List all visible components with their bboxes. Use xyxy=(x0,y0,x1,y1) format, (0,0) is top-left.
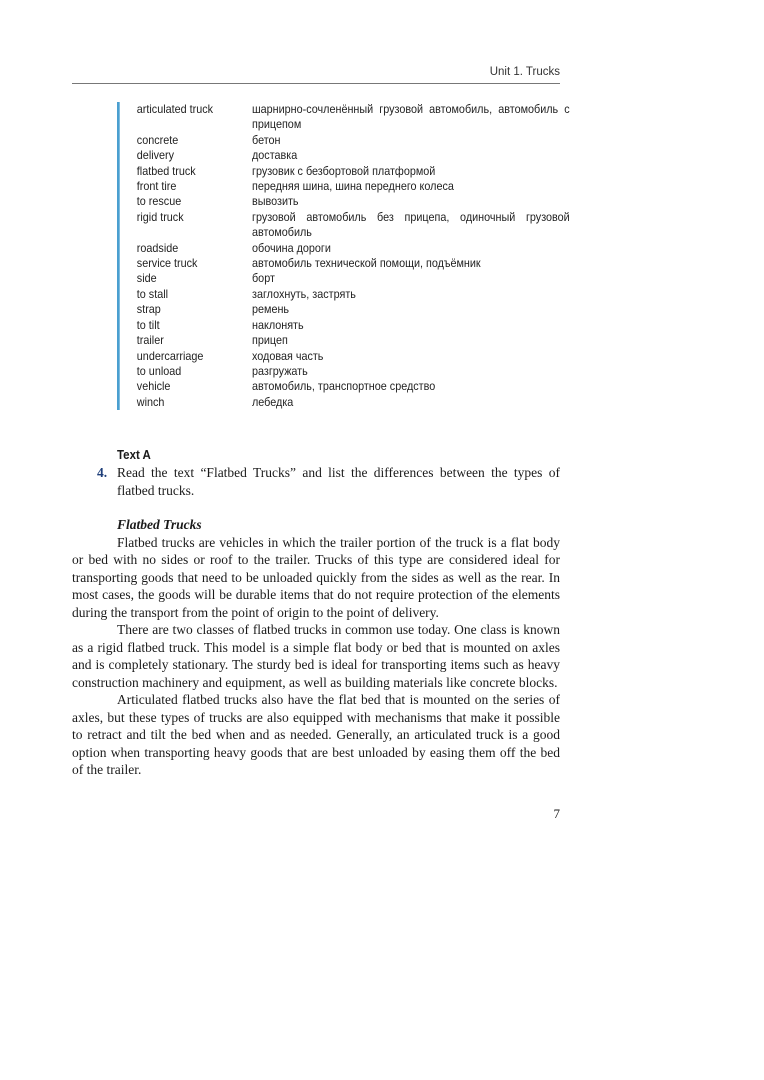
vocab-translation: обочина дороги xyxy=(252,240,331,255)
vocab-term: to tilt xyxy=(136,317,160,332)
vocab-translation: грузовой автомобиль без прицепа, одиночный грузовой автомобиль xyxy=(252,209,570,240)
vocab-row xyxy=(137,349,570,364)
vocab-translation: борт xyxy=(252,271,275,286)
task-text: Read the text “Flatbed Trucks” and list the differences between the types of flatbed trucks. xyxy=(117,465,560,498)
vocab-translation: грузовик с безбортовой платформой xyxy=(252,163,436,178)
vocab-translation: автомобиль технической помощи, подъёмник xyxy=(252,256,481,271)
vocab-term: flatbed truck xyxy=(136,163,196,178)
vocab-row xyxy=(137,364,570,379)
vocab-term: delivery xyxy=(136,148,175,163)
vocab-row xyxy=(137,302,570,317)
article-paragraph: Articulated flatbed trucks also have the flat bed that is mounted on the series of axles, but these types of trucks are also equipped with mechanisms that make it possible to retract and tilt the bed when and as needed. Generally, an articulated truck is a good option when transporting heavy goods that are best unloaded by easing them off the bed of the trailer. xyxy=(72,692,560,777)
vocab-row xyxy=(137,102,570,133)
vocab-translation: передняя шина, шина переднего колеса xyxy=(252,179,454,194)
vocab-row xyxy=(137,318,570,333)
vocab-row xyxy=(137,133,570,148)
vocab-term: winch xyxy=(136,394,165,409)
vocab-term: service truck xyxy=(136,256,198,271)
vocab-row xyxy=(137,256,570,271)
vocab-term: to stall xyxy=(136,286,169,301)
vocab-term: trailer xyxy=(136,333,164,348)
vocab-translation: вывозить xyxy=(252,194,299,209)
vocab-term: to rescue xyxy=(136,194,182,209)
vocabulary-box xyxy=(117,102,570,410)
task-number: 4. xyxy=(97,465,108,480)
vocab-row xyxy=(137,194,570,209)
article-paragraph: There are two classes of flatbed trucks in common use today. One class is known as a rigid flatbed truck. This model is a simple flat body or bed that is mounted on axles and is completely stationary. The sturdy bed is ideal for transporting items such as heavy construction machinery and equipment, as well as building materials like concrete blocks. xyxy=(72,622,560,690)
vocab-term: side xyxy=(136,271,157,286)
vocab-term: articulated truck xyxy=(136,102,214,116)
vocab-row xyxy=(137,333,570,348)
vocab-translation: доставка xyxy=(252,148,298,163)
vocab-row xyxy=(137,148,570,163)
vocab-translation: прицеп xyxy=(252,333,288,348)
vocab-term: front tire xyxy=(136,179,177,194)
header-rule xyxy=(72,83,560,84)
vocab-translation: автомобиль, транспортное средство xyxy=(252,379,436,394)
article xyxy=(72,516,560,779)
vocab-translation: ремень xyxy=(252,302,290,317)
vocab-translation: шарнирно-сочленённый грузовой автомобиль, автомобиль с прицепом xyxy=(252,102,570,132)
task-item xyxy=(97,464,560,499)
vocab-row xyxy=(137,179,570,194)
vocab-translation: лебедка xyxy=(252,394,294,409)
vocab-translation: ходовая часть xyxy=(252,348,324,363)
vocab-translation: заглохнуть, застрять xyxy=(252,286,356,301)
vocab-term: strap xyxy=(136,302,161,317)
running-head: Unit 1. Trucks xyxy=(489,66,560,78)
vocab-row xyxy=(137,210,570,241)
vocab-translation: разгружать xyxy=(252,363,308,378)
vocab-term: to unload xyxy=(136,363,182,378)
vocab-term: undercarriage xyxy=(136,348,204,363)
vocab-row xyxy=(137,164,570,179)
article-title: Flatbed Trucks xyxy=(117,517,202,532)
vocab-row xyxy=(137,241,570,256)
vocab-term: vehicle xyxy=(136,379,171,394)
vocab-row xyxy=(137,379,570,394)
vocab-row xyxy=(137,271,570,286)
vocab-translation: бетон xyxy=(252,132,281,147)
section-heading: Text A xyxy=(117,448,151,462)
vocab-term: rigid truck xyxy=(136,209,184,224)
vocab-translation: наклонять xyxy=(252,317,304,332)
article-paragraph: Flatbed trucks are vehicles in which the trailer portion of the truck is a flat body or bed with no sides or roof to the trailer. Trucks of this type are considered ideal for transporting goods that need to be unloaded quickly from the sides as well as the rear. In most cases, the goods will be durable items that do not require protection of the elements during the transport from the point of origin to the point of delivery. xyxy=(72,534,560,620)
vocab-term: roadside xyxy=(136,240,179,255)
vocab-term: concrete xyxy=(136,132,179,147)
vocab-row xyxy=(137,395,570,410)
vocabulary-table xyxy=(137,102,570,410)
page-number: 7 xyxy=(553,806,560,821)
vocab-row xyxy=(137,287,570,302)
